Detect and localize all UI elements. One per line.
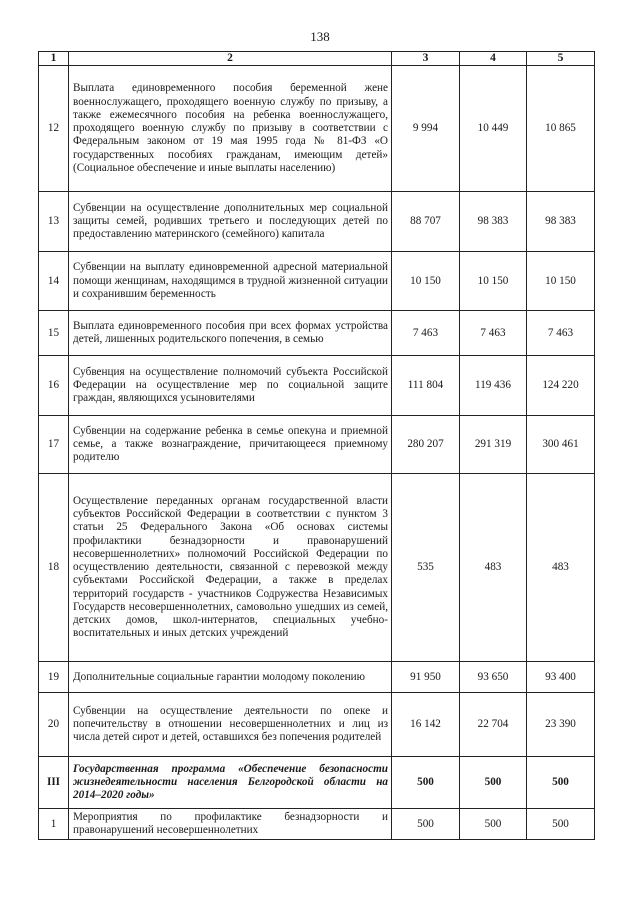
value-col-5: 23 390 [527, 693, 595, 757]
value-col-4: 7 463 [460, 311, 527, 356]
value-col-3: 535 [392, 474, 460, 662]
table-row [39, 356, 595, 416]
value-col-3: 9 994 [392, 66, 460, 192]
value-col-5: 500 [527, 757, 595, 809]
table-row [39, 474, 595, 662]
value-col-3: 16 142 [392, 693, 460, 757]
row-description: Субвенции на осуществление дополнительных мер социальной защиты семей, родивших третьего и последующих детей по предоставлению материнского (семейного) капитала [69, 192, 392, 252]
value-col-3: 500 [392, 757, 460, 809]
row-description: Субвенции на выплату единовременной адресной материальной помощи женщинам, находящимся в трудной жизненной ситуации и сохранившим беременность [69, 252, 392, 311]
row-number: 15 [39, 311, 69, 356]
header-col-1: 1 [39, 52, 69, 66]
value-col-4: 483 [460, 474, 527, 662]
value-col-3: 7 463 [392, 311, 460, 356]
row-number: 13 [39, 192, 69, 252]
value-col-5: 10 150 [527, 252, 595, 311]
value-col-3: 91 950 [392, 662, 460, 693]
value-col-3: 280 207 [392, 416, 460, 474]
row-description: Мероприятия по профилактике безнадзорности и правонарушений несовершеннолетних [69, 809, 392, 840]
row-number: 18 [39, 474, 69, 662]
table-header-row [39, 52, 595, 66]
value-col-4: 10 449 [460, 66, 527, 192]
row-description: Осуществление переданных органам государственной власти субъектов Российской Федерации в соответствии с пунктом 3 статьи 25 Федерального Закона «Об основах системы профилактики безнадзорности и правонарушений несовершеннолетних» полномочий Российской Федерации по осуществлению деятельности, связанной с перевозкой между субъектами Российской Федерации, а также в пределах территорий государств - участников Содружества Независимых Государств несовершеннолетних, самовольно ушедших из семей, детских домов, школ-интернатов, специальных учебно-воспитательных и иных детских учреждений [69, 474, 392, 662]
value-col-4: 98 383 [460, 192, 527, 252]
header-col-4: 4 [460, 52, 527, 66]
row-number: 1 [39, 809, 69, 840]
header-col-3: 3 [392, 52, 460, 66]
table-row [39, 693, 595, 757]
budget-table [38, 51, 595, 840]
value-col-3: 10 150 [392, 252, 460, 311]
row-description: Субвенции на содержание ребенка в семье опекуна и приемной семье, а также вознаграждение, причитающееся приемному родителю [69, 416, 392, 474]
value-col-4: 500 [460, 757, 527, 809]
table-row [39, 66, 595, 192]
table-row-program [39, 757, 595, 809]
value-col-5: 98 383 [527, 192, 595, 252]
row-description: Выплата единовременного пособия при всех формах устройства детей, лишенных родительского попечения, в семью [69, 311, 392, 356]
page-number: 138 [310, 29, 330, 44]
value-col-5: 500 [527, 809, 595, 840]
value-col-4: 22 704 [460, 693, 527, 757]
row-number: 14 [39, 252, 69, 311]
value-col-5: 124 220 [527, 356, 595, 416]
table-row [39, 416, 595, 474]
row-description: Государственная программа «Обеспечение безопасности жизнедеятельности населения Белгородской области на 2014–2020 годы» [69, 757, 392, 809]
header-col-2: 2 [69, 52, 392, 66]
value-col-3: 111 804 [392, 356, 460, 416]
value-col-4: 119 436 [460, 356, 527, 416]
value-col-4: 291 319 [460, 416, 527, 474]
row-description: Субвенции на осуществление деятельности по опеке и попечительству в отношении несовершеннолетних и лиц из числа детей сирот и детей, оставшихся без попечения родителей [69, 693, 392, 757]
value-col-4: 93 650 [460, 662, 527, 693]
row-description: Субвенция на осуществление полномочий субъекта Российской Федерации на осуществление мер по социальной защите граждан, являющихся усыновителями [69, 356, 392, 416]
value-col-5: 7 463 [527, 311, 595, 356]
table-row [39, 192, 595, 252]
row-number: 16 [39, 356, 69, 416]
value-col-5: 300 461 [527, 416, 595, 474]
row-description: Дополнительные социальные гарантии молодому поколению [69, 662, 392, 693]
row-number: 19 [39, 662, 69, 693]
table-row [39, 252, 595, 311]
value-col-4: 10 150 [460, 252, 527, 311]
value-col-3: 88 707 [392, 192, 460, 252]
row-number: III [39, 757, 69, 809]
row-number: 12 [39, 66, 69, 192]
row-number: 17 [39, 416, 69, 474]
value-col-5: 483 [527, 474, 595, 662]
row-number: 20 [39, 693, 69, 757]
value-col-5: 93 400 [527, 662, 595, 693]
value-col-3: 500 [392, 809, 460, 840]
table-row [39, 311, 595, 356]
table-row [39, 809, 595, 840]
header-col-5: 5 [527, 52, 595, 66]
table-row [39, 662, 595, 693]
value-col-5: 10 865 [527, 66, 595, 192]
value-col-4: 500 [460, 809, 527, 840]
row-description: Выплата единовременного пособия беременной жене военнослужащего, проходящего военную службу по призыву, а также ежемесячного пособия на ребенка военнослужащего, проходящего военную службу по призыву в соответствии с Федеральным законом от 19 мая 1995 года № 81-ФЗ «О государственных пособиях гражданам, имеющим детей» (Социальное обеспечение и иные выплаты населению) [69, 66, 392, 192]
